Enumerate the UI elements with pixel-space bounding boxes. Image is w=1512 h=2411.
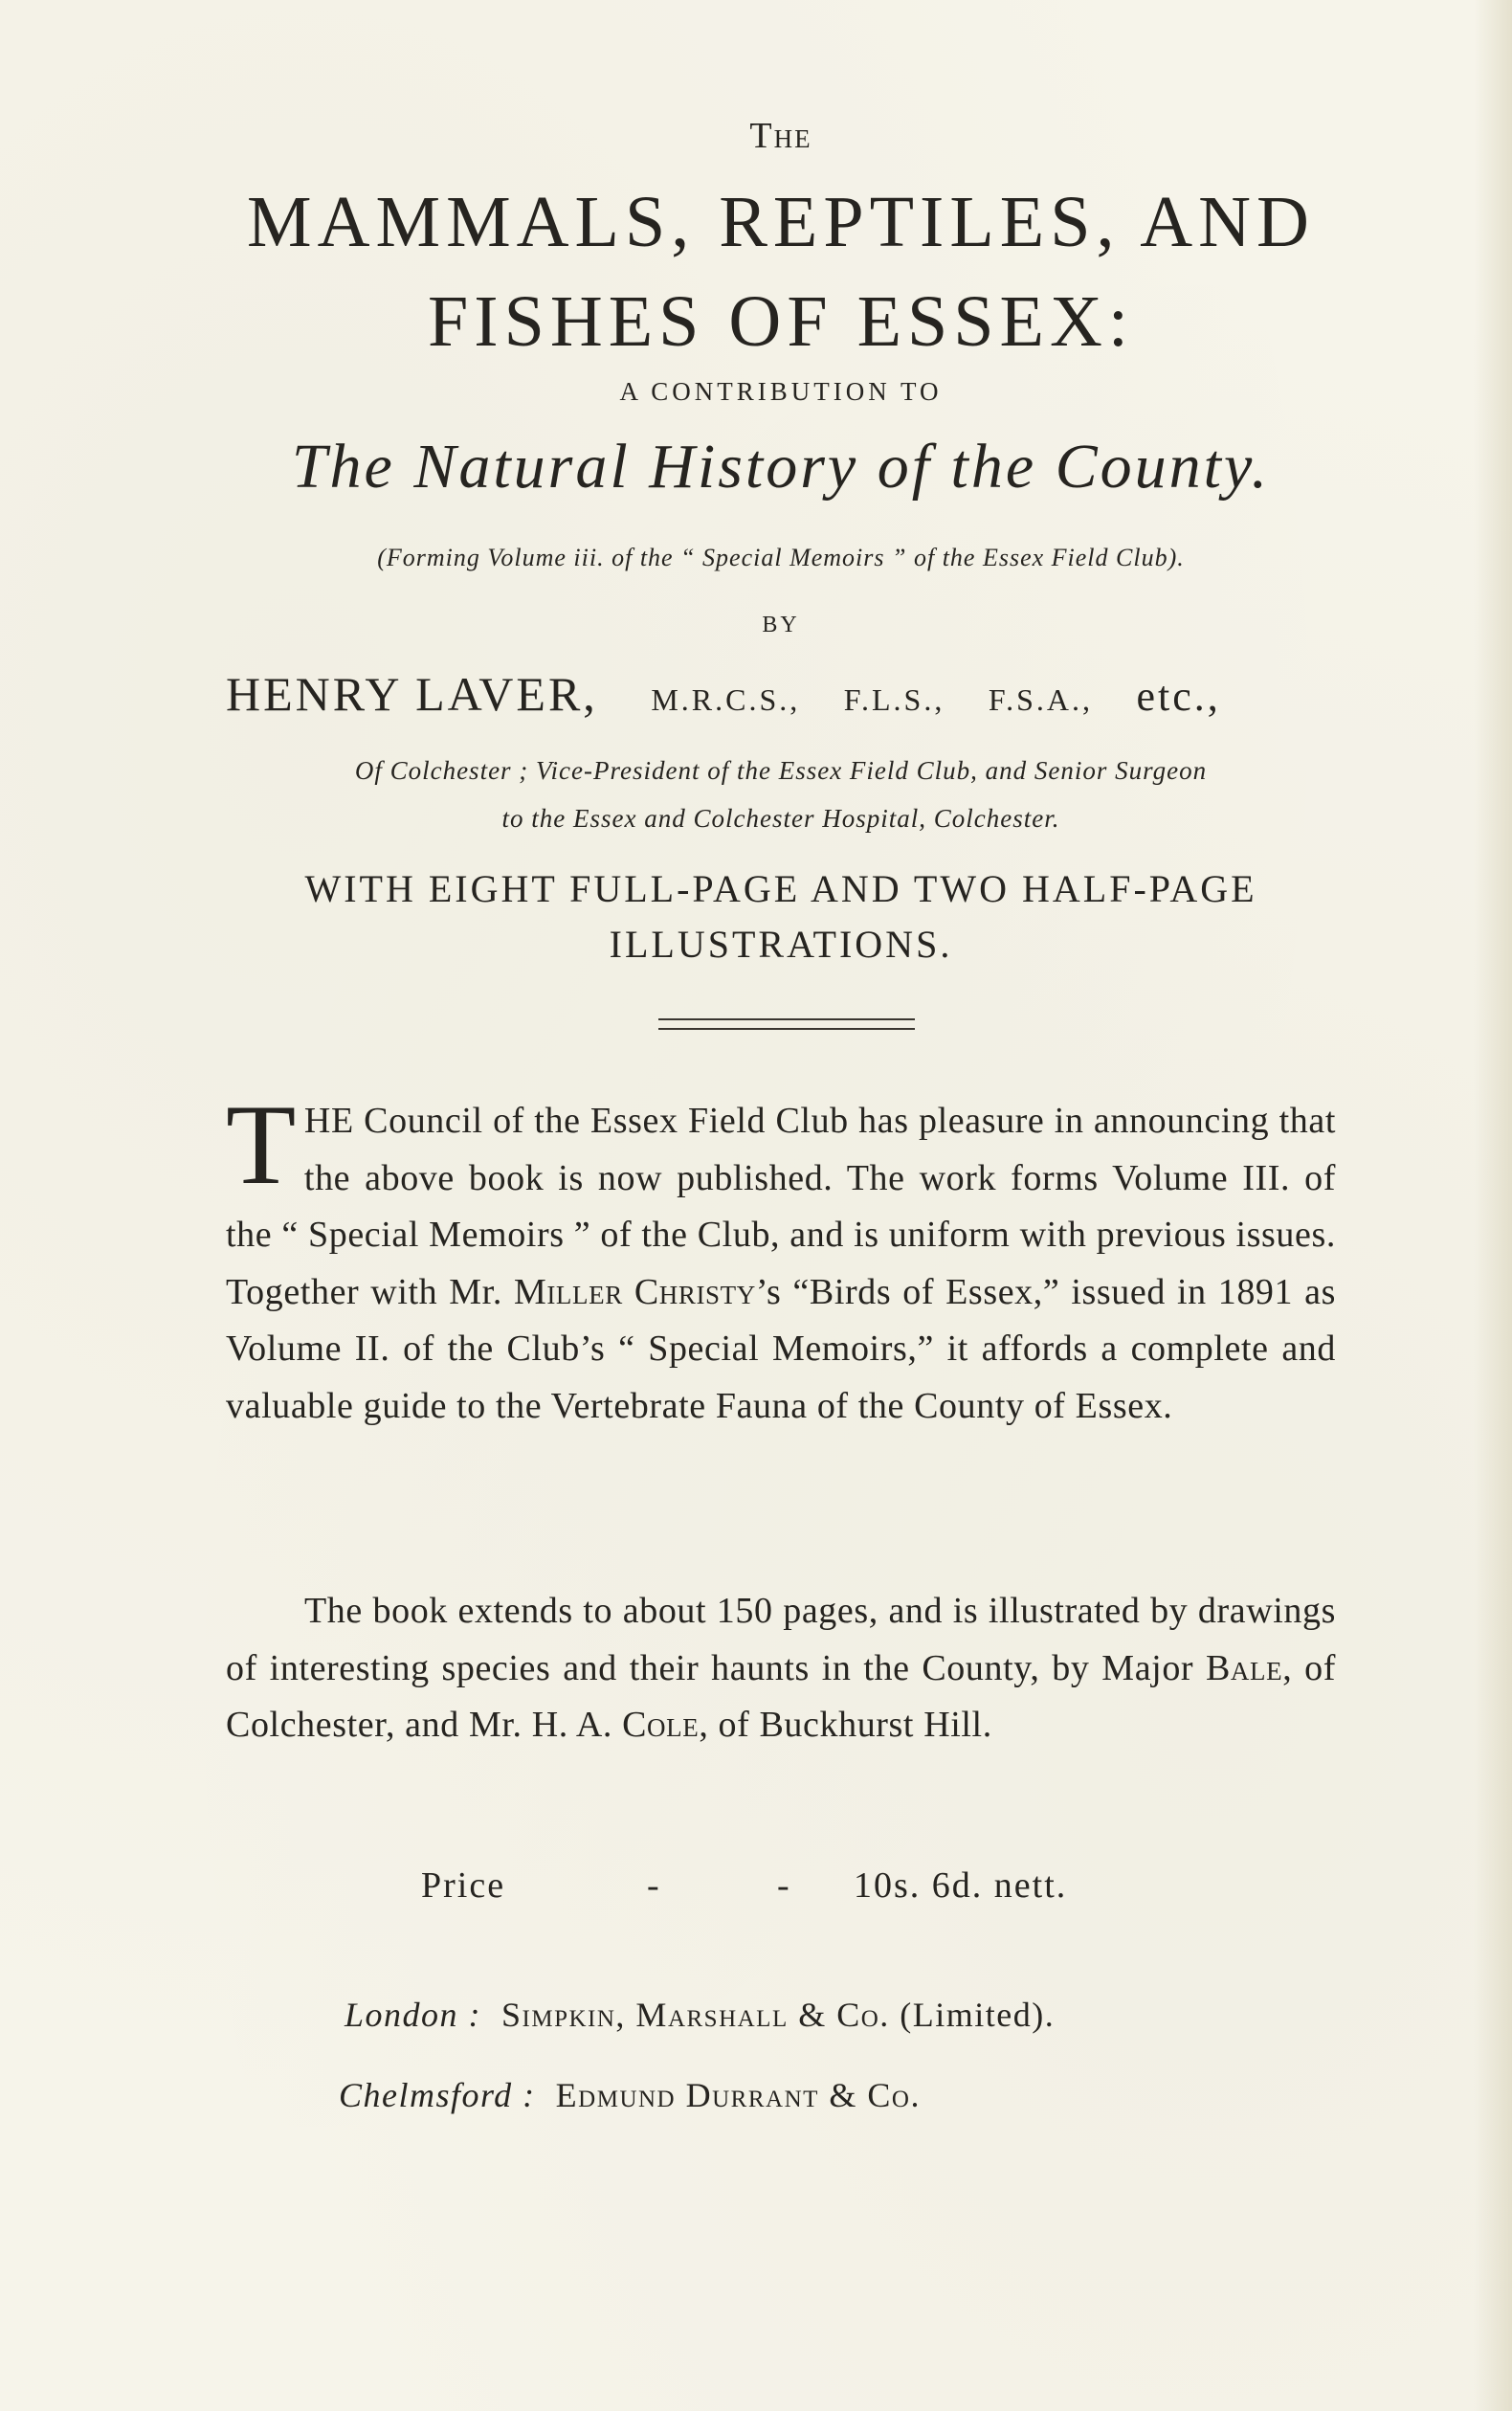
illustrations-line2: ILLUSTRATIONS. [609,923,953,966]
announcement-text-b: ’s “Birds of Essex,” issued in 1891 as Volume II. of the Club’s “ Special Memoirs,” it affords a complete and valuable guide to the Vertebrate Fauna of the County of Essex. [226,1271,1336,1426]
price-dash-1: - [647,1865,661,1906]
author-etc: etc., [1136,673,1221,720]
description-text-a: The book extends to about 150 pages, and is illustrated by drawings of interesting species and their haunts in the County, by Major [226,1591,1336,1688]
book-title-line1: MAMMALS, REPTILES, AND [247,182,1315,262]
drop-cap: T [226,1081,297,1208]
double-rule-divider [658,1018,915,1030]
author-degree-fls: F.L.S., [843,682,945,717]
author-affiliation [226,747,1336,842]
announcement-paragraph [226,1081,1336,1435]
price-amount: 10s. 6d. nett. [854,1865,1068,1906]
publisher-london-wrap [345,1995,1055,2035]
price-label: Price [421,1865,506,1906]
contribution-label: A CONTRIBUTION TO [619,377,943,406]
description-paragraph [226,1583,1336,1754]
author-name: HENRY LAVER, [226,667,598,721]
publisher-chelmsford-wrap [339,2075,921,2115]
illustrations-line1: WITH EIGHT FULL-PAGE AND TWO HALF-PAGE [304,867,1257,910]
illustrator-name-2: Cole [622,1705,700,1745]
publisher-chelmsford-name: Edmund Durrant & Co. [555,2076,921,2114]
series-note: (Forming Volume iii. of the “ Special Memoirs ” of the Essex Field Club). [377,544,1185,571]
title-article: The [749,116,812,156]
publisher-london-name: Simpkin, Marshall & Co. [501,1996,890,2034]
book-title-line2: FISHES OF ESSEX: [428,281,1134,362]
publisher-london-suffix: (Limited). [900,1996,1056,2034]
book-title [226,172,1336,371]
announcement-name: Miller Christy [513,1271,756,1312]
by-label: BY [762,613,800,637]
book-subtitle: The Natural History of the County. [291,432,1271,502]
page-edge-shadow [1474,0,1512,2411]
affiliation-line2: to the Essex and Colchester Hospital, Colchester. [501,804,1060,833]
author-degree-mrcs: M.R.C.S., [651,682,801,717]
affiliation-line1: Of Colchester ; Vice-President of the Essex Field Club, and Senior Surgeon [354,756,1208,785]
illustrator-name-1: Bale [1205,1647,1283,1688]
price-dash-2: - [777,1865,791,1906]
author-line [226,666,1336,722]
description-text-c: , of Buckhurst Hill. [699,1705,992,1745]
description-text-b: , of Colchester, and Mr. H. A. [226,1647,1336,1745]
illustrations-note [226,861,1336,972]
author-degree-fsa: F.S.A., [988,682,1093,717]
publisher-chelmsford-place: Chelmsford : [339,2076,536,2114]
announcement-text-a: HE Council of the Essex Field Club has pleasure in announcing that the above book is now published. The work forms Volume III. of the “ Special Memoirs ” of the Club, and is uniform with previous issues. Together with Mr. [226,1101,1336,1312]
publisher-london-place: London : [345,1996,482,2034]
